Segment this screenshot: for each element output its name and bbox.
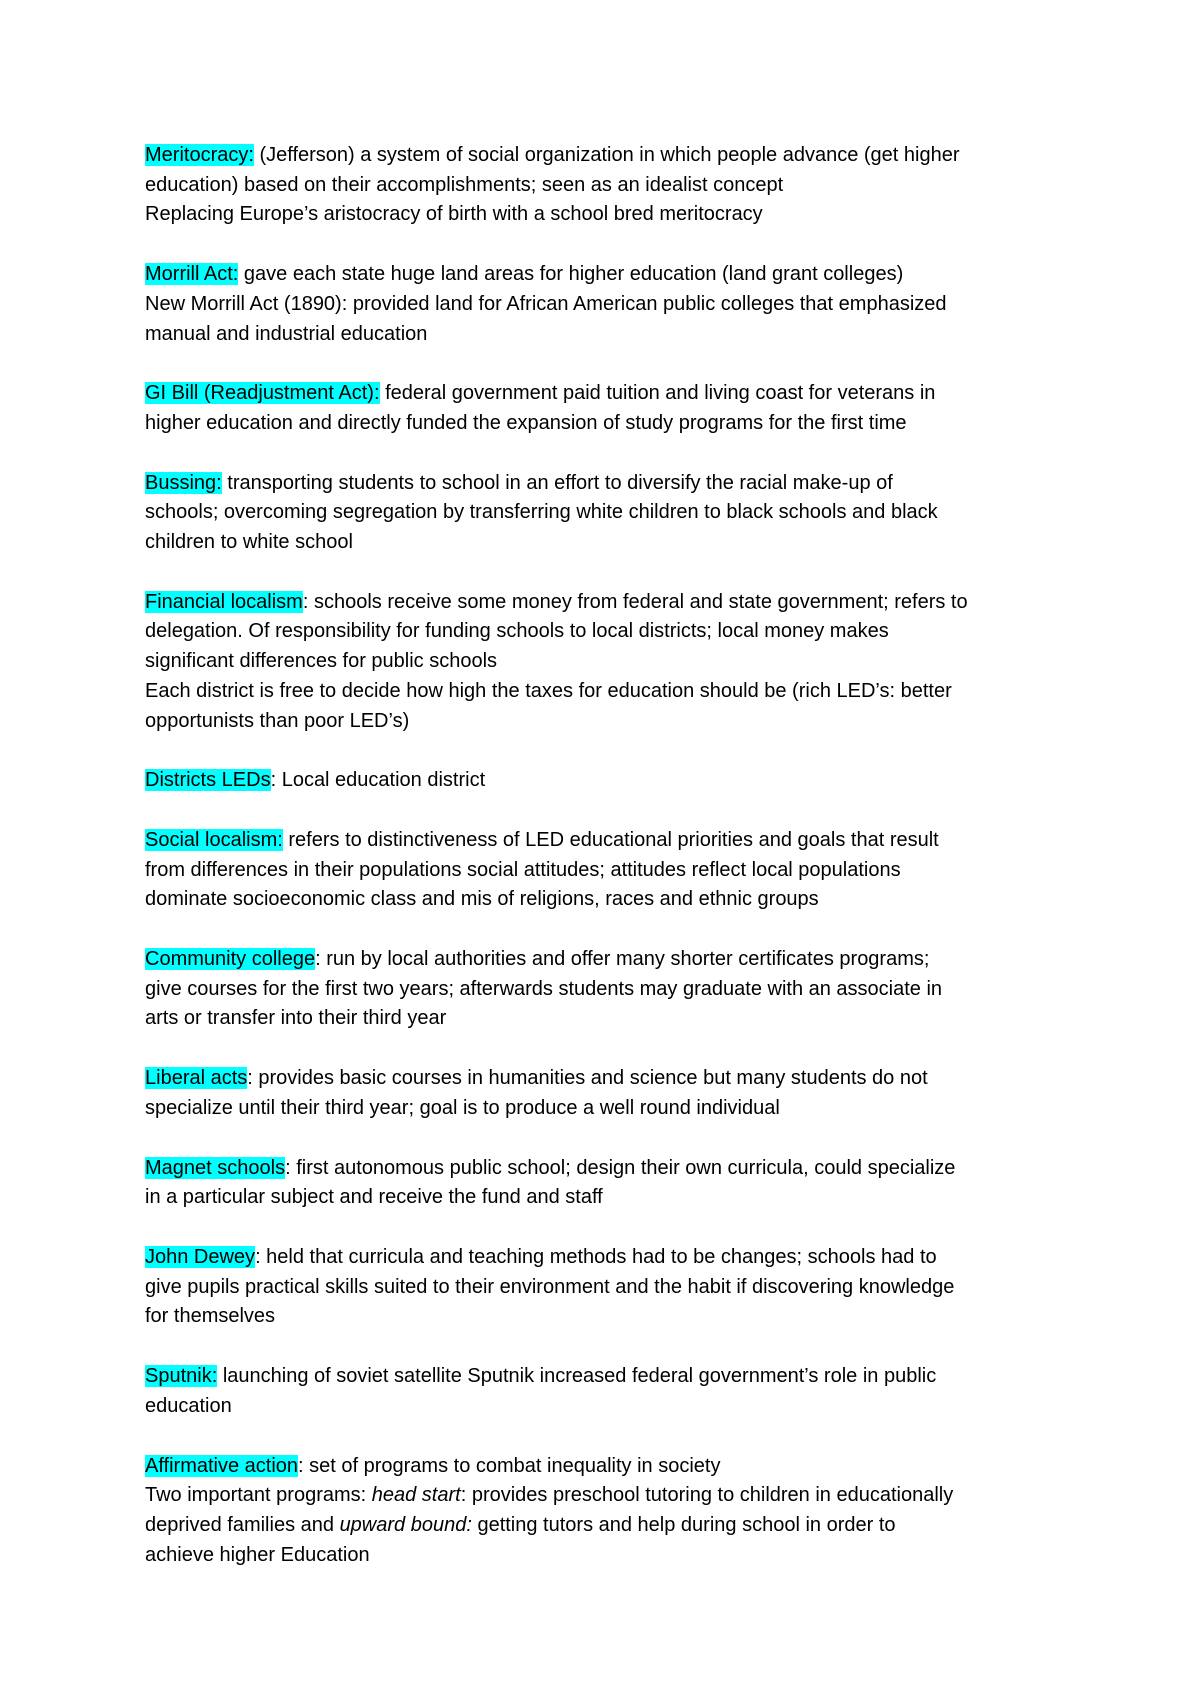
entry-text: : Local education district [270, 769, 486, 792]
entry-text: transporting students to school in an effort to diversify the racial make-up of [221, 471, 893, 494]
entry-line [145, 588, 1075, 618]
entry-text: : provides basic courses in humanities and science but many students do not [247, 1067, 928, 1090]
glossary-entries [145, 141, 1075, 1422]
entry-text: for themselves [145, 1305, 276, 1328]
entry-line [145, 469, 1075, 499]
entry-text: achieve higher Education [145, 1543, 370, 1566]
entry-text: education [145, 1394, 232, 1417]
entry-line [145, 885, 1075, 915]
entry-text: specialize until their third year; goal is to produce a well round individual [145, 1096, 780, 1119]
entry-line [145, 975, 1075, 1005]
entry-text: significant differences for public schools [145, 650, 498, 673]
entry-text: refers to distinctiveness of LED educational priorities and goals that result [282, 828, 939, 851]
entry-line [145, 409, 1075, 439]
entry-text: getting tutors and help during school in order to [471, 1513, 896, 1536]
entry-text: launching of soviet satellite Sputnik increased federal government’s role in public [217, 1365, 937, 1388]
entry-term: Sputnik: [145, 1365, 218, 1388]
entry-line [145, 260, 1075, 290]
entry-text: : held that curricula and teaching methods had to be changes; schools had to [255, 1245, 937, 1268]
document-page [145, 141, 1075, 1600]
entry-term: Social localism: [145, 828, 283, 851]
entry-text: Replacing Europe’s aristocracy of birth with a school bred meritocracy [145, 203, 763, 226]
entry-line [145, 1541, 1075, 1571]
entry-term: Financial localism [145, 590, 303, 613]
entry-text: : set of programs to combat inequality in society [298, 1454, 721, 1477]
entry-term: Magnet schools [145, 1156, 286, 1179]
entry-term: Community college [145, 948, 316, 971]
entry-line [145, 1004, 1075, 1034]
glossary-entry [145, 260, 1075, 349]
program-name-upward-bound: upward bound: [339, 1513, 472, 1536]
entry-line [145, 1064, 1075, 1094]
entry-line [145, 141, 1075, 171]
entry-term: Morrill Act: [145, 263, 239, 286]
glossary-entry [145, 588, 1075, 737]
entry-line [145, 707, 1075, 737]
entry-line [145, 171, 1075, 201]
entry-text: Two important programs: [145, 1484, 372, 1507]
entry-term: Bussing: [145, 471, 222, 494]
glossary-entry [145, 945, 1075, 1034]
entry-line [145, 320, 1075, 350]
entry-text: : provides preschool tutoring to children in educationally [460, 1484, 954, 1507]
entry-line [145, 528, 1075, 558]
entry-text: give pupils practical skills suited to their environment and the habit if discovering knowledge [145, 1275, 955, 1298]
entry-text: Each district is free to decide how high the taxes for education should be (rich LED’s: better [145, 679, 952, 702]
entry-text: manual and industrial education [145, 322, 428, 345]
entry-term: GI Bill (Readjustment Act): [145, 382, 380, 405]
entry-term: John Dewey [145, 1245, 256, 1268]
entry-term: Meritocracy: [145, 144, 254, 166]
entry-line [145, 1154, 1075, 1184]
program-name-head-start: head start [371, 1484, 461, 1507]
glossary-entry [145, 1362, 1075, 1421]
entry-text: (Jefferson) a system of social organization in which people advance (get higher [253, 144, 960, 166]
entry-text: : run by local authorities and offer many shorter certificates programs; [315, 948, 930, 971]
entry-text: : schools receive some money from federal and state government; refers to [302, 590, 968, 613]
entry-line [145, 1452, 1075, 1482]
entry-line [145, 1273, 1075, 1303]
entry-line [145, 1511, 1075, 1541]
glossary-entry [145, 826, 1075, 915]
entry-line [145, 498, 1075, 528]
entry-line [145, 1183, 1075, 1213]
entry-text: deprived families and [145, 1513, 340, 1536]
entry-line [145, 647, 1075, 677]
glossary-entry [145, 469, 1075, 558]
entry-line [145, 1302, 1075, 1332]
entry-text: federal government paid tuition and living coast for veterans in [379, 382, 936, 405]
entry-term: Affirmative action [145, 1454, 299, 1477]
entry-line [145, 1243, 1075, 1273]
entry-text: dominate socioeconomic class and mis of religions, races and ethnic groups [145, 888, 819, 911]
entry-text: gave each state huge land areas for higher education (land grant colleges) [238, 263, 904, 286]
entry-line [145, 1362, 1075, 1392]
entry-text: higher education and directly funded the expansion of study programs for the first time [145, 411, 907, 434]
entry-line [145, 1392, 1075, 1422]
glossary-entry [145, 1243, 1075, 1332]
entry-line [145, 290, 1075, 320]
entry-text: education) based on their accomplishments; seen as an idealist concept [145, 173, 784, 196]
entry-text: delegation. Of responsibility for funding schools to local districts; local money makes [145, 620, 889, 643]
glossary-entry [145, 379, 1075, 438]
entry-text: in a particular subject and receive the fund and staff [145, 1186, 603, 1209]
entry-term: Liberal acts [145, 1067, 248, 1090]
glossary-entry [145, 766, 1075, 796]
entry-line [145, 617, 1075, 647]
entry-text: schools; overcoming segregation by transferring white children to black schools and black [145, 501, 938, 524]
entry-text: opportunists than poor LED’s) [145, 709, 410, 732]
entry-line [145, 766, 1075, 796]
glossary-entry [145, 141, 1075, 230]
glossary-entry-affirmative-action [145, 1452, 1075, 1571]
entry-line [145, 1094, 1075, 1124]
entry-text: from differences in their populations social attitudes; attitudes reflect local populations [145, 858, 901, 881]
entry-line [145, 677, 1075, 707]
entry-line [145, 826, 1075, 856]
entry-line [145, 200, 1075, 230]
entry-term: Districts LEDs [145, 769, 271, 792]
entry-line [145, 945, 1075, 975]
entry-text: New Morrill Act (1890): provided land for African American public colleges that emphasized [145, 292, 947, 315]
entry-text: children to white school [145, 531, 353, 554]
entry-text: give courses for the first two years; afterwards students may graduate with an associate in [145, 977, 943, 1000]
entry-text: : first autonomous public school; design their own curricula, could specialize [285, 1156, 956, 1179]
entry-line [145, 856, 1075, 886]
glossary-entry [145, 1154, 1075, 1213]
entry-text: arts or transfer into their third year [145, 1007, 447, 1030]
glossary-entry [145, 1064, 1075, 1123]
entry-line [145, 379, 1075, 409]
entry-line [145, 1481, 1075, 1511]
